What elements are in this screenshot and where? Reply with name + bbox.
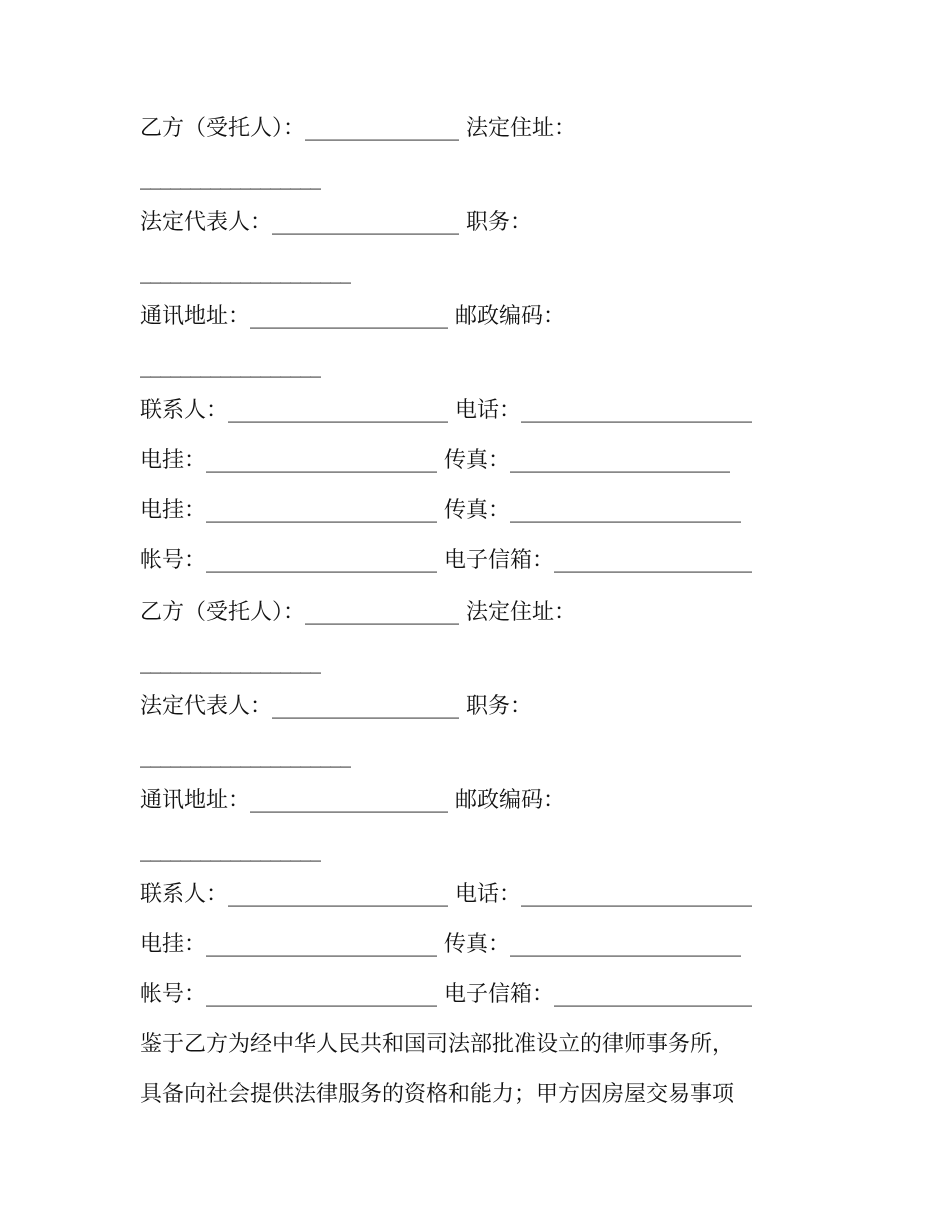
contact-phone-line: 联系人：____________________ 电话：_____________________ [140, 882, 752, 907]
account-email-line: 帐号：_____________________ 电子信箱：__________________ [140, 982, 752, 1007]
account-email-line: 帐号：_____________________ 电子信箱：__________________ [140, 548, 752, 573]
position-blank-line: _____________________ [140, 259, 350, 284]
legal-representative-line: 法定代表人：_________________ 职务： [140, 694, 532, 719]
contact-phone-line: 联系人：____________________ 电话：_____________________ [140, 398, 752, 423]
position-blank-line: _____________________ [140, 743, 350, 768]
address-blank-line: __________________ [140, 165, 320, 190]
postal-code-blank-line: __________________ [140, 837, 320, 862]
mailing-address-line: 通讯地址：__________________ 邮政编码： [140, 788, 565, 813]
cable-fax-line: 电挂：_____________________ 传真：_____________________ [140, 498, 741, 523]
cable-fax-line: 电挂：_____________________ 传真：_____________________ [140, 932, 741, 957]
legal-representative-line: 法定代表人：_________________ 职务： [140, 210, 532, 235]
postal-code-blank-line: __________________ [140, 353, 320, 378]
mailing-address-line: 通讯地址：__________________ 邮政编码： [140, 304, 565, 329]
cable-fax-line: 电挂：_____________________ 传真：____________________ [140, 448, 730, 473]
body-paragraph-line: 具备向社会提供法律服务的资格和能力；甲方因房屋交易事项 [140, 1082, 735, 1107]
party-b-principal-line: 乙方（受托人）：______________ 法定住址： [140, 600, 576, 625]
address-blank-line: __________________ [140, 649, 320, 674]
body-paragraph-line: 鉴于乙方为经中华人民共和国司法部批准设立的律师事务所， [140, 1032, 735, 1057]
party-b-principal-line: 乙方（受托人）：______________ 法定住址： [140, 116, 576, 141]
